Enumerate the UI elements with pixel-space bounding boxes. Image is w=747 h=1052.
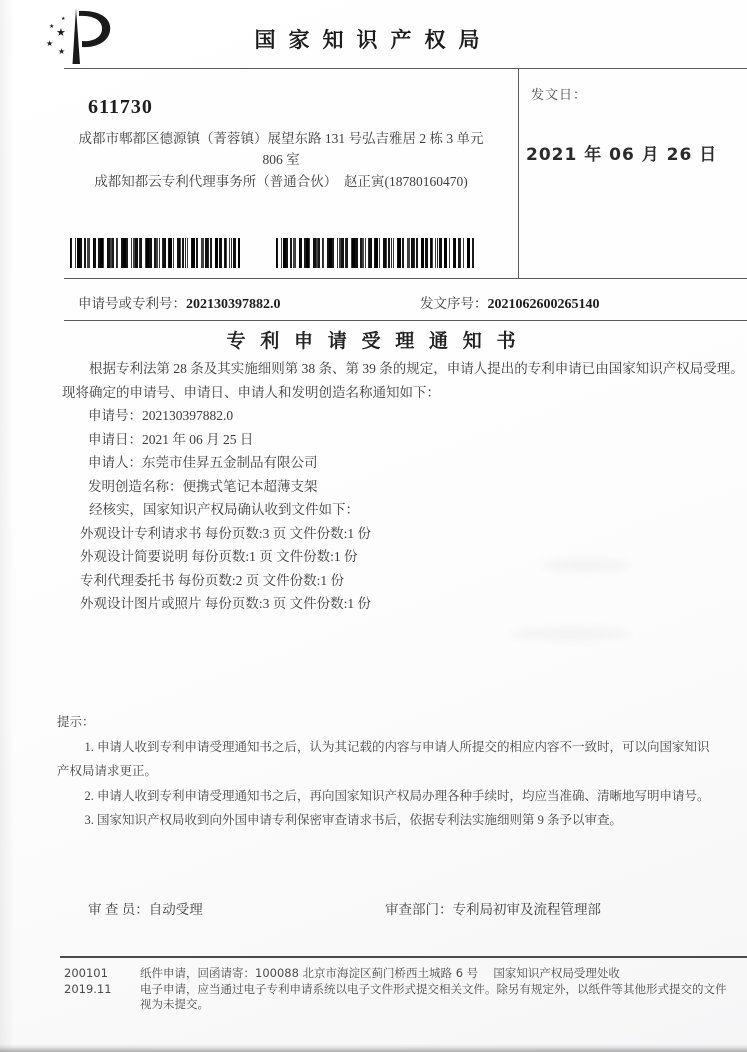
note-item-2: 2. 申请人收到专利申请受理通知书之后，再向国家知识产权局办理各种手续时，均应当准确、清晰地写明申请号。 <box>84 788 710 803</box>
footer-instructions <box>140 966 737 1013</box>
scan-bottom-edge <box>0 1044 747 1052</box>
address-line-2: 806 室 <box>262 152 300 167</box>
document-item: 专利代理委托书 每份页数:2 页 文件份数:1 份 <box>80 572 345 588</box>
department <box>385 898 601 918</box>
svg-text:★: ★ <box>56 27 66 39</box>
examiner <box>88 898 203 918</box>
form-version: 2019.11 <box>64 981 112 996</box>
barcode-right <box>276 238 477 268</box>
field-application-date: 申请日：2021 年 06 月 25 日 <box>88 431 254 447</box>
form-codes <box>64 966 134 997</box>
dispatch-date-label: 发文日： <box>531 87 588 102</box>
header-rule <box>64 68 747 69</box>
note-item-1: 1. 申请人收到专利申请受理通知书之后，认为其记载的内容与申请人所提交的相应内容不一致时，可以向国家知识产权局请求更正。 <box>57 739 710 778</box>
dispatch-box-divider <box>518 68 519 278</box>
field-applicant: 申请人：东莞市佳昇五金制品有限公司 <box>88 455 318 470</box>
form-code: 200101 <box>64 966 108 980</box>
agent-line: 成都知都云专利代理事务所（普通合伙） 赵正寅(18780160470) <box>94 174 468 189</box>
svg-text:★: ★ <box>58 47 66 56</box>
notice-body <box>62 357 746 616</box>
application-number-label: 申请号或专利号： <box>78 296 186 311</box>
svg-text:★: ★ <box>49 24 55 30</box>
notice-title: 专 利 申 请 受 理 通 知 书 <box>226 331 521 352</box>
document-item: 外观设计简要说明 每份页数:1 页 文件份数:1 份 <box>80 549 358 564</box>
field-invention-title: 发明创造名称：便携式笔记本超薄支架 <box>88 478 318 494</box>
dispatch-serial <box>420 292 600 313</box>
scan-left-edge <box>0 0 14 1052</box>
dispatch-serial-value: 2021062600265140 <box>487 297 600 312</box>
confirm-intro: 经核实，国家知识产权局确认收到文件如下： <box>89 502 359 517</box>
dispatch-date-value: 2021 年 06 月 26 日 <box>526 145 718 165</box>
note-item-3: 3. 国家知识产权局收到向外国申请专利保密审查请求书后，依据专利法实施细则第 9 条予以审查。 <box>84 813 623 827</box>
efiling-line: 电子申请，应当通过电子专利申请系统以电子文件形式提交相关文件。除另有规定外，以纸件等其他形式提交的文件视为未提交。 <box>140 981 727 1011</box>
barcode-rule <box>64 278 747 279</box>
department-label: 审查部门： <box>385 902 453 917</box>
recipient-address <box>56 128 506 170</box>
address-line-1: 成都市郫都区德源镇（菁蓉镇）展望东路 131 号弘吉雅居 2 栋 3 单元 <box>78 131 484 146</box>
dispatch-serial-label: 发文序号： <box>420 296 488 311</box>
examiner-label: 审 查 员： <box>88 902 149 917</box>
scan-smudge <box>510 628 630 640</box>
application-number-value: 202130397882.0 <box>186 297 281 312</box>
scan-smudge <box>540 558 630 572</box>
postal-code: 611730 <box>88 96 153 118</box>
body-intro: 根据专利法第 28 条及其实施细则第 38 条、第 39 条的规定，申请人提出的专利申请已由国家知识产权局受理。现将确定的申请号、申请日、申请人和发明创造名称通知如下： <box>62 361 744 400</box>
field-application-no: 申请号：202130397882.0 <box>88 408 234 423</box>
document-item: 外观设计专利请求书 每份页数:3 页 文件份数:1 份 <box>80 525 372 541</box>
department-value: 专利局初审及流程管理部 <box>452 902 601 917</box>
notes-section <box>57 710 717 833</box>
paper-filing-line: 纸件申请，回函请寄：100088 北京市海淀区蓟门桥西土城路 6 号 国家知识产权局受理处收 <box>140 966 620 980</box>
title-rule <box>64 320 747 321</box>
agency-title: 国家知识产权局 <box>254 28 493 52</box>
barcode-left <box>70 238 240 268</box>
svg-text:★: ★ <box>61 17 66 22</box>
application-number <box>78 292 281 313</box>
document-item: 外观设计图片或照片 每份页数:3 页 文件份数:1 份 <box>80 596 372 611</box>
footer-rule <box>60 956 747 958</box>
notes-label: 提示： <box>57 715 95 729</box>
examiner-value: 自动受理 <box>148 902 203 917</box>
svg-text:★: ★ <box>46 39 54 48</box>
